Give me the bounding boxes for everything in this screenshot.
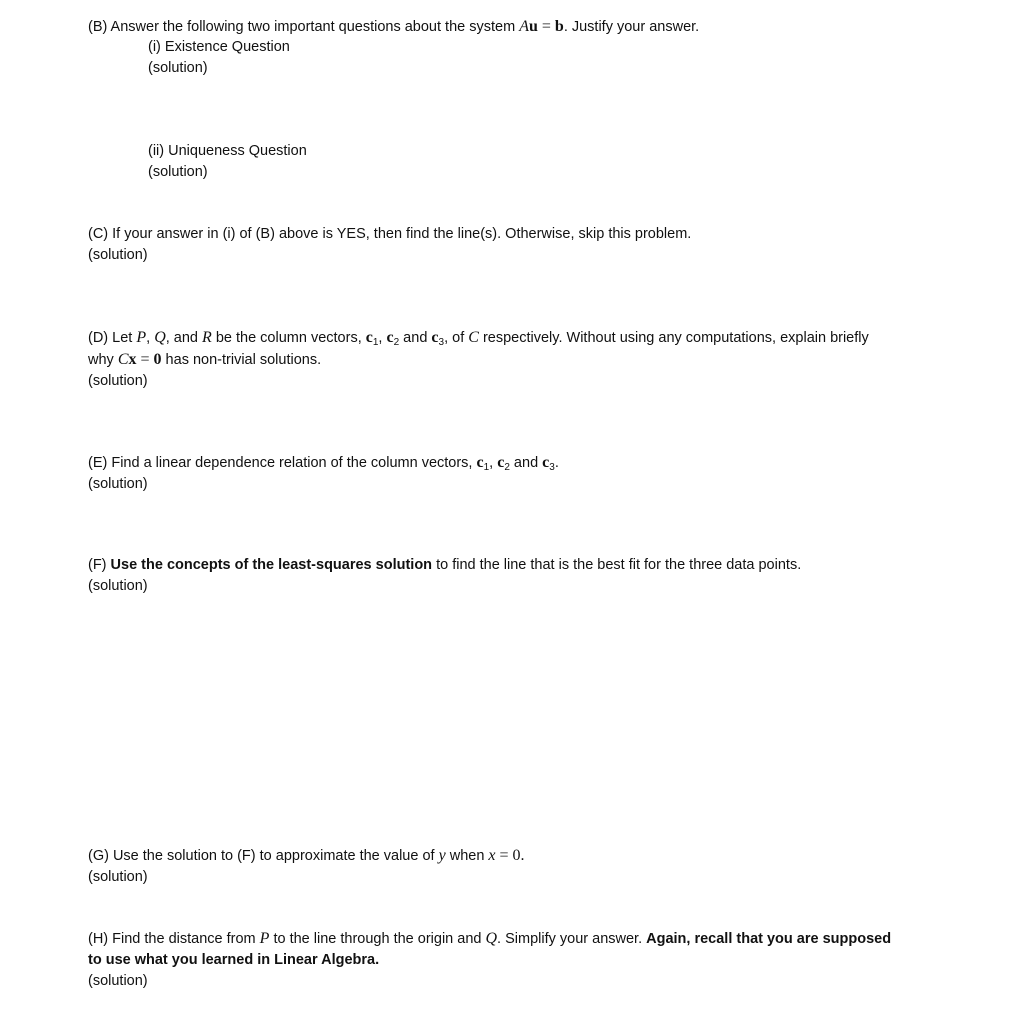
text-run: ,	[489, 455, 498, 471]
math-equals: =	[537, 18, 555, 35]
section-h	[88, 928, 958, 992]
subscript-2: 2	[504, 462, 510, 473]
section-h-line-1	[88, 928, 958, 950]
math-q: Q	[485, 930, 498, 947]
math-equals-zero: = 0.	[495, 847, 525, 864]
section-e	[88, 452, 958, 495]
section-c	[88, 224, 958, 266]
section-c-solution-placeholder: (solution)	[88, 247, 148, 263]
text-run: (F)	[88, 557, 111, 573]
math-b: b	[554, 18, 564, 35]
text-run: , of	[444, 330, 469, 346]
section-d-line-2	[88, 349, 958, 371]
section-e-question	[88, 452, 958, 474]
math-a: A	[519, 18, 529, 35]
section-d-solution-placeholder: (solution)	[88, 373, 148, 389]
section-g-solution-placeholder: (solution)	[88, 869, 148, 885]
math-c3: c	[542, 454, 550, 471]
text-run: . Simplify your answer.	[497, 931, 647, 947]
math-y: y	[438, 847, 446, 864]
uniqueness-solution-placeholder: (solution)	[148, 164, 208, 180]
section-h-solution-placeholder: (solution)	[88, 973, 148, 989]
math-r: R	[202, 329, 212, 346]
existence-question-label: (i) Existence Question	[148, 39, 290, 55]
math-matrix-c: C	[117, 351, 129, 368]
text-run: respectively. Without using any computations, explain briefly	[478, 330, 869, 346]
section-c-question: (C) If your answer in (i) of (B) above is YES, then find the line(s). Otherwise, skip this problem.	[88, 226, 692, 242]
section-h-line-2	[88, 950, 958, 971]
math-x-vector: x	[128, 351, 137, 368]
text-run: (D) Let	[88, 330, 137, 346]
text-run: when	[445, 848, 489, 864]
section-f-solution-placeholder: (solution)	[88, 578, 148, 594]
math-c3: c	[431, 329, 439, 346]
math-c2: c	[386, 329, 394, 346]
text-run: (G) Use the solution to (F) to approximate the value of	[88, 848, 439, 864]
text-run: (H) Find the distance from	[88, 931, 260, 947]
existence-solution-placeholder: (solution)	[148, 60, 208, 76]
text-run: to find the line that is the best fit for the three data points.	[432, 557, 802, 573]
existence-question-block	[148, 37, 1018, 79]
math-equals: =	[136, 351, 154, 368]
math-x: x	[488, 847, 496, 864]
math-zero-vector: 0	[153, 351, 162, 368]
subscript-1: 1	[483, 462, 490, 473]
text-run: why	[88, 352, 118, 368]
uniqueness-question-label: (ii) Uniqueness Question	[148, 143, 307, 159]
text-run: has non-trivial solutions.	[161, 352, 322, 368]
text-run: and	[399, 330, 432, 346]
section-e-solution-placeholder: (solution)	[88, 476, 148, 492]
section-d	[88, 327, 958, 392]
text-run: and	[509, 455, 543, 471]
text-run: to the line through the origin and	[269, 931, 486, 947]
subscript-2: 2	[393, 337, 400, 348]
section-g-question	[88, 845, 958, 867]
text-run: .	[554, 455, 559, 471]
math-p: P	[136, 329, 147, 346]
text-run: ,	[146, 330, 155, 346]
math-c2: c	[497, 454, 505, 471]
emphasis-text: Use the concepts of the least-squares solution	[110, 557, 433, 573]
subscript-1: 1	[372, 337, 379, 348]
emphasis-text: to use what you learned in Linear Algebra.	[88, 952, 380, 968]
uniqueness-question-block	[148, 141, 1018, 183]
section-f	[88, 555, 958, 597]
section-b-prefix: (B) Answer the following two important questions about the system	[88, 19, 520, 35]
math-p: P	[259, 930, 270, 947]
section-b-heading	[88, 16, 958, 38]
text-run: (E) Find a linear dependence relation of the column vectors,	[88, 455, 477, 471]
text-run: , and	[165, 330, 203, 346]
subscript-3: 3	[438, 337, 445, 348]
math-q: Q	[154, 329, 166, 346]
text-run: be the column vectors,	[211, 330, 366, 346]
emphasis-text: Again, recall that you are supposed	[646, 931, 892, 947]
section-b-suffix: . Justify your answer.	[563, 19, 700, 35]
math-matrix-c: C	[468, 329, 479, 346]
math-c1: c	[476, 454, 484, 471]
math-u: u	[528, 18, 538, 35]
math-c1: c	[365, 329, 373, 346]
section-g	[88, 845, 958, 888]
subscript-3: 3	[549, 462, 555, 473]
section-d-line-1	[88, 327, 958, 349]
section-f-question	[88, 555, 958, 576]
text-run: ,	[378, 330, 387, 346]
